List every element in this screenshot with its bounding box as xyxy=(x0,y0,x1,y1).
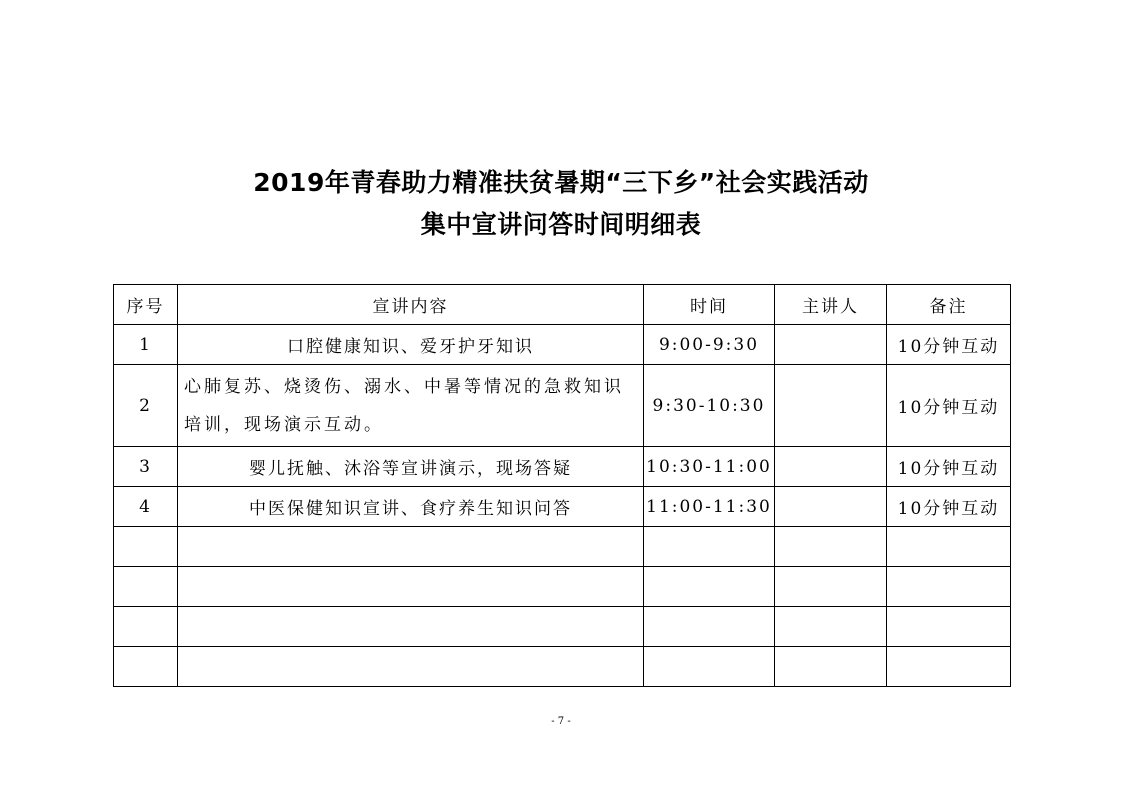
row-speaker xyxy=(775,487,887,527)
empty-cell xyxy=(644,527,775,567)
row-content: 婴儿抚触、沐浴等宣讲演示，现场答疑 xyxy=(178,447,644,487)
row-index: 4 xyxy=(114,487,178,527)
empty-cell xyxy=(887,647,1011,687)
empty-row xyxy=(114,567,1011,607)
row-time: 11:00-11:30 xyxy=(644,487,775,527)
empty-row xyxy=(114,527,1011,567)
row-speaker xyxy=(775,325,887,365)
row-time: 9:30-10:30 xyxy=(644,365,775,447)
empty-cell xyxy=(644,567,775,607)
table-row xyxy=(114,325,1011,365)
row-time: 9:00-9:30 xyxy=(644,325,775,365)
row-speaker xyxy=(775,365,887,447)
row-note: 10分钟互动 xyxy=(887,325,1011,365)
header-time: 时间 xyxy=(644,285,775,325)
empty-cell xyxy=(114,567,178,607)
empty-cell xyxy=(775,527,887,567)
header-note: 备注 xyxy=(887,285,1011,325)
row-index: 1 xyxy=(114,325,178,365)
empty-cell xyxy=(644,607,775,647)
header-index: 序号 xyxy=(114,285,178,325)
empty-cell xyxy=(114,647,178,687)
empty-cell xyxy=(178,647,644,687)
row-note: 10分钟互动 xyxy=(887,447,1011,487)
empty-cell xyxy=(178,567,644,607)
empty-cell xyxy=(887,527,1011,567)
row-note: 10分钟互动 xyxy=(887,487,1011,527)
row-index: 3 xyxy=(114,447,178,487)
empty-cell xyxy=(775,647,887,687)
row-speaker xyxy=(775,447,887,487)
empty-cell xyxy=(887,607,1011,647)
row-content: 中医保健知识宣讲、食疗养生知识问答 xyxy=(178,487,644,527)
empty-row xyxy=(114,647,1011,687)
header-speaker: 主讲人 xyxy=(775,285,887,325)
header-content: 宣讲内容 xyxy=(178,285,644,325)
empty-row xyxy=(114,607,1011,647)
empty-cell xyxy=(114,527,178,567)
empty-cell xyxy=(887,567,1011,607)
empty-cell xyxy=(178,607,644,647)
table-header-row xyxy=(114,285,1011,325)
page-number: - 7 - xyxy=(551,716,571,727)
table-row xyxy=(114,365,1011,447)
row-content: 心肺复苏、烧烫伤、溺水、中暑等情况的急救知识培训，现场演示互动。 xyxy=(178,365,644,447)
empty-cell xyxy=(775,567,887,607)
row-note: 10分钟互动 xyxy=(887,365,1011,447)
row-content: 口腔健康知识、爱牙护牙知识 xyxy=(178,325,644,365)
empty-cell xyxy=(775,607,887,647)
empty-cell xyxy=(114,607,178,647)
document-title-line1: 2019年青春助力精准扶贫暑期“三下乡”社会实践活动 xyxy=(253,168,869,197)
table-row xyxy=(114,487,1011,527)
row-time: 10:30-11:00 xyxy=(644,447,775,487)
empty-cell xyxy=(644,647,775,687)
empty-cell xyxy=(178,527,644,567)
row-index: 2 xyxy=(114,365,178,447)
document-title-line2: 集中宣讲问答时间明细表 xyxy=(420,210,702,239)
table-row xyxy=(114,447,1011,487)
schedule-table xyxy=(113,284,1011,687)
